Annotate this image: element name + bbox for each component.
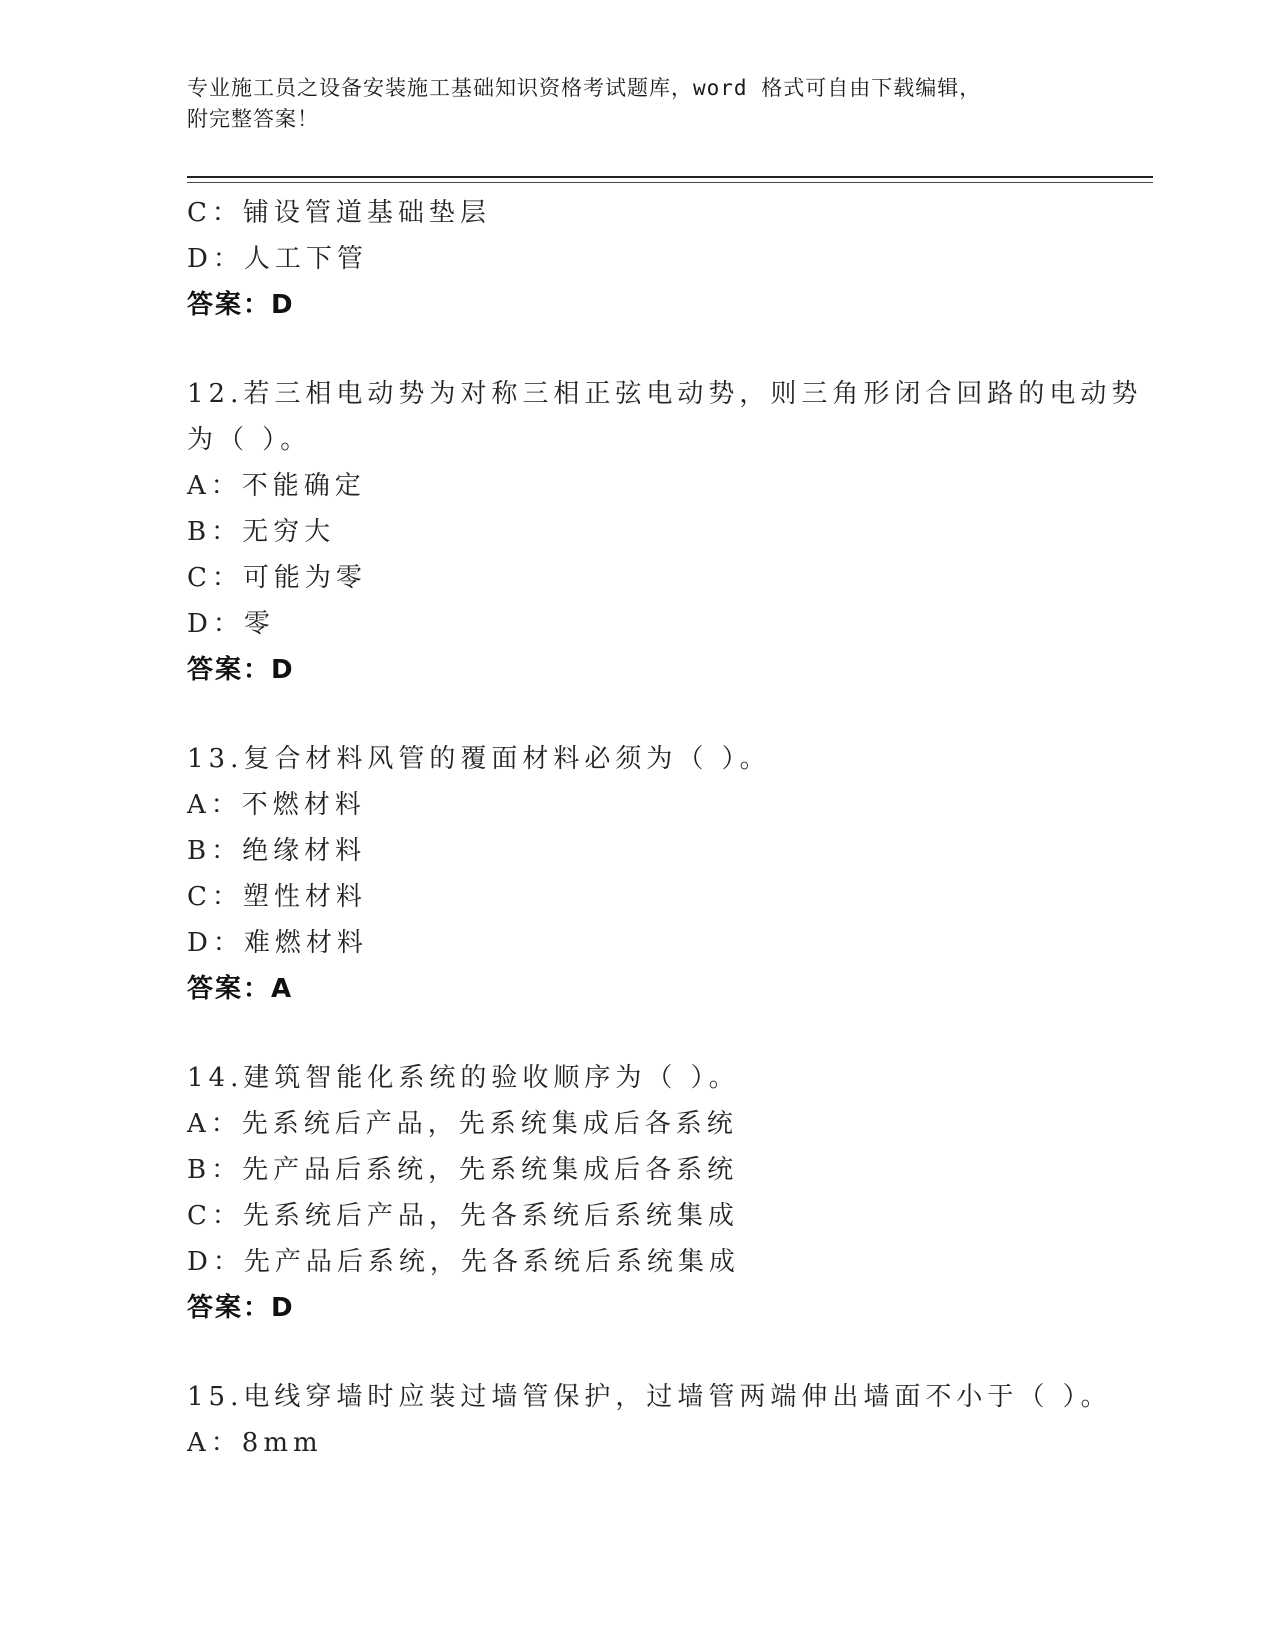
option-d: D：先产品后系统，先各系统后系统集成: [187, 1247, 740, 1277]
option-a: A：不燃材料: [187, 790, 366, 820]
question-stem-line: 15.电线穿墙时应装过墙管保护，过墙管两端伸出墙面不小于（ ）。: [187, 1382, 1112, 1412]
answer-line: 答案：A: [187, 974, 294, 1004]
header-title-line-1: 专业施工员之设备安装施工基础知识资格考试题库，word 格式可自由下载编辑，: [187, 76, 982, 100]
option-c: C：塑性材料: [187, 882, 367, 912]
option-c: C：铺设管道基础垫层: [187, 198, 491, 228]
option-a: A：不能确定: [187, 471, 366, 501]
question-stem-line: 为（ ）。: [187, 425, 312, 455]
answer-line: 答案：D: [187, 290, 295, 320]
answer-line: 答案：D: [187, 655, 295, 685]
header-divider-thick: [187, 176, 1153, 178]
question-spacer: [187, 328, 1153, 371]
question-13: [187, 736, 1153, 1012]
option-b: B：绝缘材料: [187, 836, 367, 866]
question-content: [187, 190, 1153, 1466]
option-d: D：人工下管: [187, 244, 368, 274]
option-c: C：可能为零: [187, 563, 367, 593]
document-header: [187, 73, 1087, 135]
header-divider-thin: [187, 182, 1153, 183]
option-d: D：零: [187, 609, 275, 639]
question-stem-line: 13.复合材料风管的覆面材料必须为（ ）。: [187, 744, 771, 774]
question-14: [187, 1055, 1153, 1331]
question-12: [187, 371, 1153, 693]
question-spacer: [187, 1012, 1153, 1055]
question-stem-line: 12.若三相电动势为对称三相正弦电动势，则三角形闭合回路的电动势: [187, 379, 1143, 409]
option-a: A：先系统后产品，先系统集成后各系统: [187, 1109, 738, 1139]
answer-line: 答案：D: [187, 1293, 295, 1323]
question-spacer: [187, 1331, 1153, 1374]
question-15: [187, 1374, 1153, 1466]
option-b: B：先产品后系统，先系统集成后各系统: [187, 1155, 739, 1185]
question-spacer: [187, 693, 1153, 736]
header-title-line-2: 附完整答案！: [187, 107, 319, 131]
option-b: B：无穷大: [187, 517, 336, 547]
option-c: C：先系统后产品，先各系统后系统集成: [187, 1201, 739, 1231]
option-a: A：8mm: [187, 1428, 323, 1458]
question-stem-line: 14.建筑智能化系统的验收顺序为（ ）。: [187, 1063, 740, 1093]
option-d: D：难燃材料: [187, 928, 368, 958]
